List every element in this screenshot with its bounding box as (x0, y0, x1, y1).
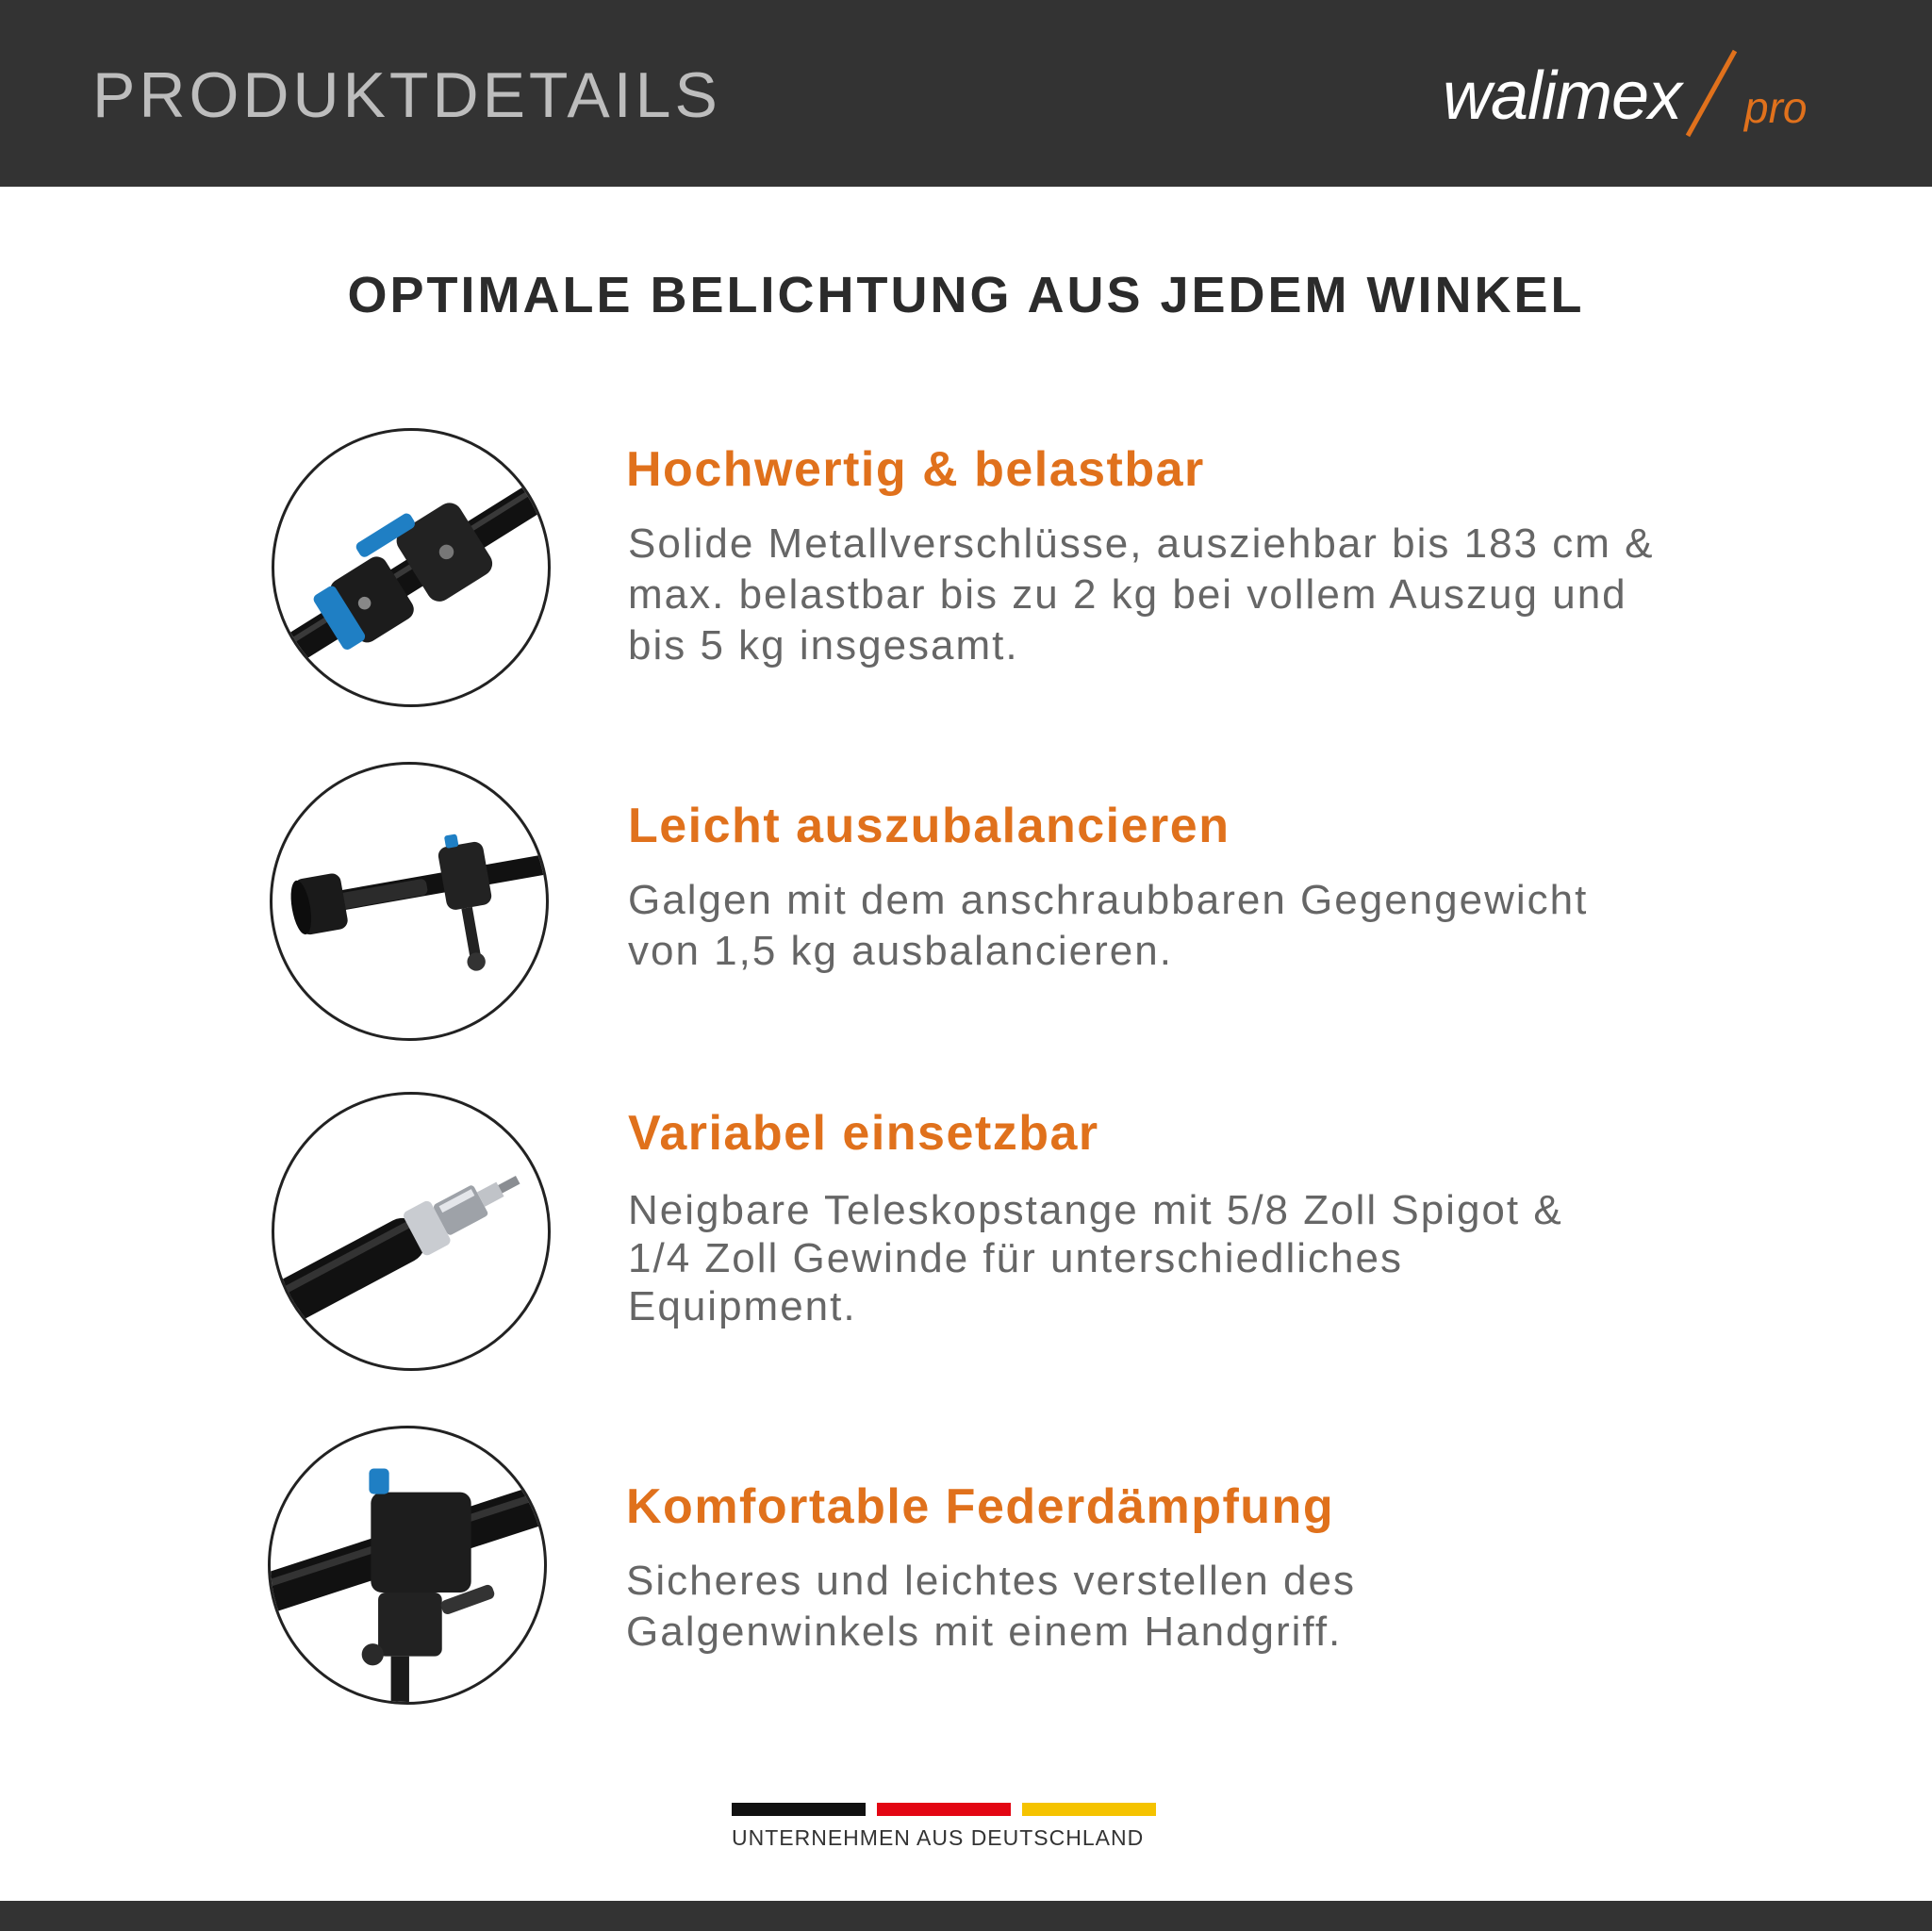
feature-title: Komfortable Federdämpfung (626, 1479, 1335, 1534)
footer-bar (0, 1901, 1932, 1931)
spigot-image (272, 1092, 551, 1371)
feature-description: Galgen mit dem anschraubbaren Gegengewicht von 1,5 kg ausbalancieren. (628, 877, 1589, 974)
page-title: PRODUKTDETAILS (92, 59, 721, 131)
logo-wordmark: walimex (1443, 58, 1682, 134)
counterweight-image (270, 762, 549, 1041)
header-bar (0, 0, 1932, 187)
company-origin-label: UNTERNEHMEN AUS DEUTSCHLAND (732, 1825, 1145, 1850)
feature-title: Hochwertig & belastbar (626, 442, 1205, 497)
flag-bar-black (732, 1803, 866, 1816)
section-headline: OPTIMALE BELICHTUNG AUS JEDEM WINKEL (347, 267, 1585, 323)
feature-description: Solide Metallverschlüsse, ausziehbar bis 183 cm & max. belastbar bis zu 2 kg bei vollem Auszug und bis 5 kg insgesamt. (628, 520, 1655, 668)
flag-bar-gold (1022, 1803, 1156, 1816)
german-flag-bars (732, 1803, 1156, 1816)
feature-title: Leicht auszubalancieren (628, 799, 1230, 853)
spring-joint-image (268, 1426, 547, 1705)
feature-description: Sicheres und leichtes verstellen des Galgenwinkels mit einem Handgriff. (626, 1558, 1356, 1655)
flag-bar-red (877, 1803, 1011, 1816)
logo-suffix: pro (1744, 83, 1808, 132)
walimex-pro-logo (1441, 45, 1856, 149)
feature-description: Neigbare Teleskopstange mit 5/8 Zoll Spigot & 1/4 Zoll Gewinde für unterschiedliches Equipment. (628, 1187, 1563, 1329)
feature-title: Variabel einsetzbar (628, 1106, 1099, 1161)
clamp-lock-image (272, 428, 551, 707)
